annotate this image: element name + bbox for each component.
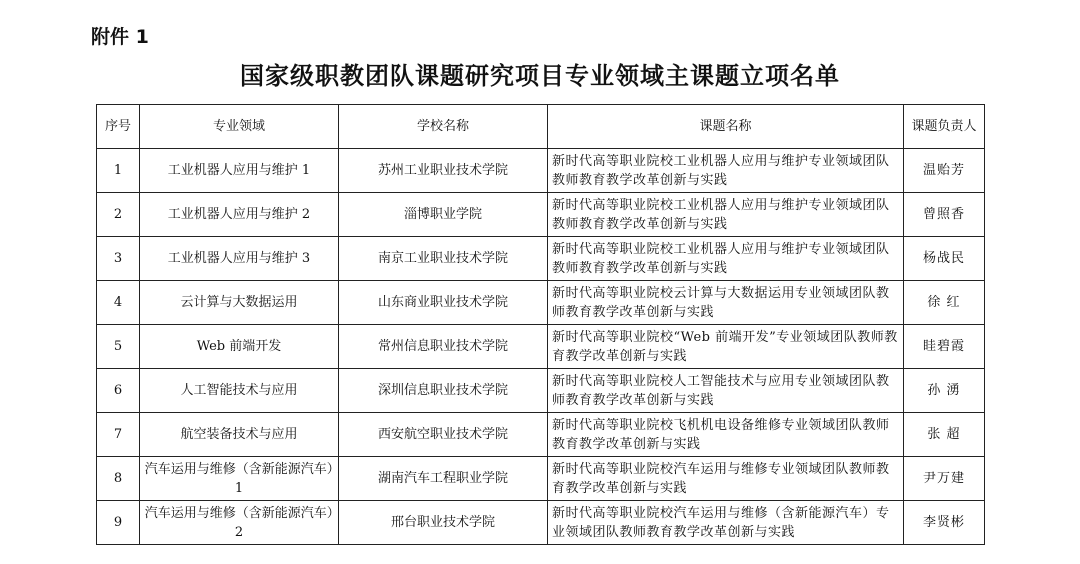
row-topic: 新时代高等职业院校“Web 前端开发”专业领域团队教师教育教学改革创新与实践 (548, 325, 904, 369)
table-row (97, 369, 985, 413)
table-row (97, 149, 985, 193)
row-leader: 温贻芳 (904, 149, 985, 193)
row-topic: 新时代高等职业院校工业机器人应用与维护专业领域团队教师教育教学改革创新与实践 (548, 149, 904, 193)
table-row (97, 193, 985, 237)
table-row (97, 413, 985, 457)
row-leader: 张 超 (904, 413, 985, 457)
attachment-label: 附件 1 (91, 26, 149, 48)
row-no: 1 (97, 149, 140, 193)
row-leader: 眭碧霞 (904, 325, 985, 369)
row-no: 8 (97, 457, 140, 501)
row-leader: 孙 湧 (904, 369, 985, 413)
row-school: 邢台职业技术学院 (339, 501, 548, 545)
row-field: 汽车运用与维修（含新能源汽车）2 (140, 501, 339, 545)
row-school: 深圳信息职业技术学院 (339, 369, 548, 413)
table-row (97, 501, 985, 545)
row-no: 7 (97, 413, 140, 457)
project-list-table (96, 104, 985, 545)
row-field: Web 前端开发 (140, 325, 339, 369)
row-field: 云计算与大数据运用 (140, 281, 339, 325)
row-school: 湖南汽车工程职业学院 (339, 457, 548, 501)
row-field: 人工智能技术与应用 (140, 369, 339, 413)
table-row (97, 325, 985, 369)
table-row (97, 237, 985, 281)
row-school: 淄博职业学院 (339, 193, 548, 237)
table-header-row (97, 105, 985, 149)
row-topic: 新时代高等职业院校汽车运用与维修专业领域团队教师教育教学改革创新与实践 (548, 457, 904, 501)
row-field: 工业机器人应用与维护 2 (140, 193, 339, 237)
row-no: 4 (97, 281, 140, 325)
row-no: 3 (97, 237, 140, 281)
row-no: 9 (97, 501, 140, 545)
document-title: 国家级职教团队课题研究项目专业领域主课题立项名单 (240, 62, 840, 90)
row-school: 西安航空职业技术学院 (339, 413, 548, 457)
table-row (97, 281, 985, 325)
row-topic: 新时代高等职业院校工业机器人应用与维护专业领域团队教师教育教学改革创新与实践 (548, 237, 904, 281)
header-leader: 课题负责人 (904, 105, 985, 149)
row-no: 6 (97, 369, 140, 413)
row-leader: 李贤彬 (904, 501, 985, 545)
row-no: 5 (97, 325, 140, 369)
row-leader: 曾照香 (904, 193, 985, 237)
row-field: 航空装备技术与应用 (140, 413, 339, 457)
header-no: 序号 (97, 105, 140, 149)
row-school: 山东商业职业技术学院 (339, 281, 548, 325)
row-topic: 新时代高等职业院校云计算与大数据运用专业领域团队教师教育教学改革创新与实践 (548, 281, 904, 325)
header-school: 学校名称 (339, 105, 548, 149)
row-school: 南京工业职业技术学院 (339, 237, 548, 281)
row-field: 工业机器人应用与维护 1 (140, 149, 339, 193)
row-topic: 新时代高等职业院校人工智能技术与应用专业领域团队教师教育教学改革创新与实践 (548, 369, 904, 413)
row-leader: 尹万建 (904, 457, 985, 501)
header-topic: 课题名称 (548, 105, 904, 149)
row-topic: 新时代高等职业院校汽车运用与维修（含新能源汽车）专业领域团队教师教育教学改革创新与实践 (548, 501, 904, 545)
row-leader: 杨战民 (904, 237, 985, 281)
row-field: 工业机器人应用与维护 3 (140, 237, 339, 281)
row-no: 2 (97, 193, 140, 237)
header-field: 专业领域 (140, 105, 339, 149)
row-school: 苏州工业职业技术学院 (339, 149, 548, 193)
row-topic: 新时代高等职业院校工业机器人应用与维护专业领域团队教师教育教学改革创新与实践 (548, 193, 904, 237)
row-school: 常州信息职业技术学院 (339, 325, 548, 369)
row-field: 汽车运用与维修（含新能源汽车）1 (140, 457, 339, 501)
row-leader: 徐 红 (904, 281, 985, 325)
table-row (97, 457, 985, 501)
row-topic: 新时代高等职业院校飞机机电设备维修专业领域团队教师教育教学改革创新与实践 (548, 413, 904, 457)
